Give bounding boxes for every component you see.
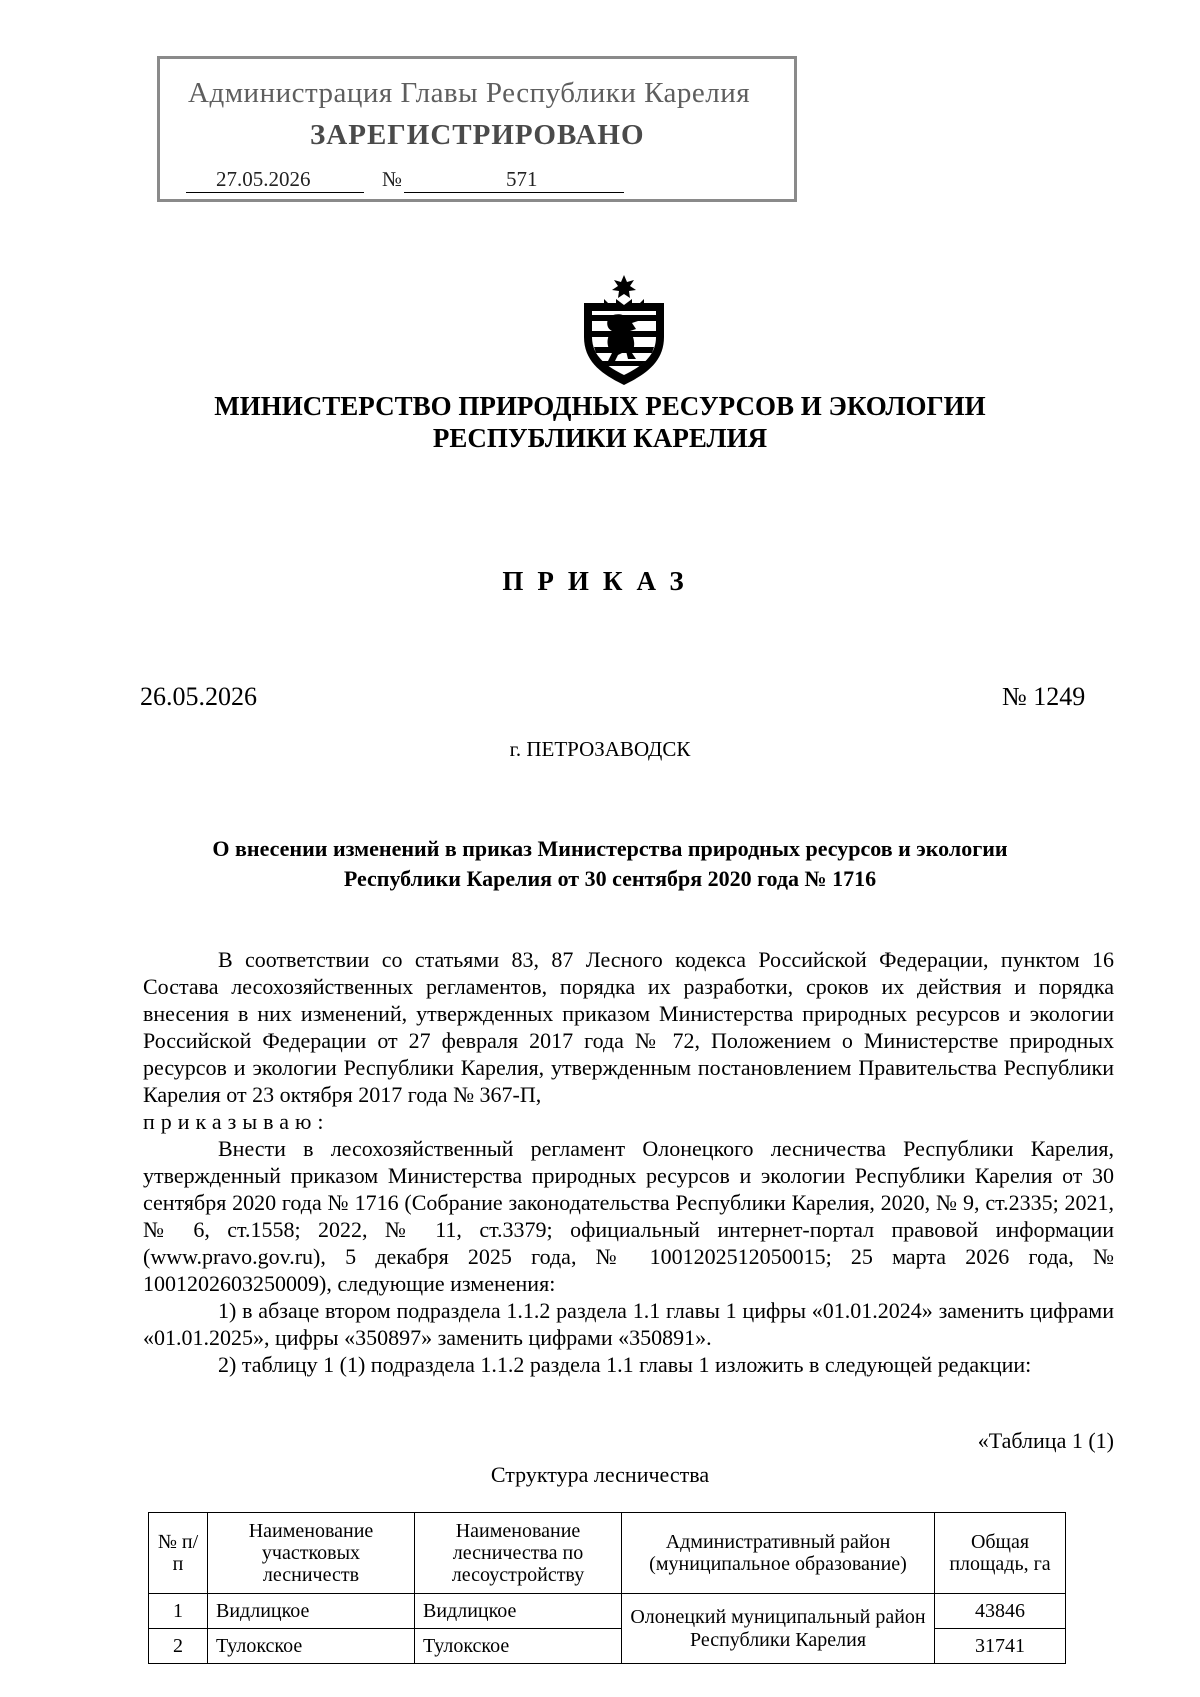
document-type: ПРИКАЗ [502, 566, 698, 596]
cell-les: Видлицкое [415, 1594, 622, 1629]
header-num: № п/п [149, 1513, 208, 1594]
stamp-authority: Администрация Главы Республики Карелия [188, 77, 751, 109]
cell-region: Олонецкий муниципальный район Республики Карелия [622, 1594, 935, 1664]
subject-line2: Республики Карелия от 30 сентября 2020 года № 1716 [343, 866, 877, 891]
stamp-date: 27.05.2026 [216, 167, 311, 191]
paragraph-item-1: 1) в абзаце втором подраздела 1.1.2 раздела 1.1 главы 1 цифры «01.01.2024» заменить цифрами «01.01.2025», цифры «350897» заменить цифрами «350891». [143, 1298, 1114, 1350]
table-title: Структура лесничества [490, 1462, 710, 1487]
order-date: 26.05.2026 [140, 682, 257, 711]
stamp-number-label: № [382, 167, 403, 191]
paragraph-changes-intro: Внести в лесохозяйственный регламент Олонецкого лесничества Республики Карелия, утвержденный приказом Министерства природных ресурсов и экологии Республики Карелия от 30 сентября 2020 года № 1716 (Собрание законодательства Республики Карелия, 2020, № 9, ст.2335; 2021, № 6, ст.1558; 2022, № 11, ст.3379; официальный интернет-портал правовой информации (www.pravo.gov.ru), 5 декабря 2025 года, № 1001202512050015; 25 марта 2026 года, № 1001202603250009), следующие изменения: [143, 1136, 1114, 1296]
table-row [149, 1594, 1066, 1629]
paragraph-item-2: 2) таблицу 1 (1) подраздела 1.1.2 раздела 1.1 главы 1 изложить в следующей редакции: [218, 1352, 1032, 1377]
cell-les: Тулокское [415, 1629, 622, 1664]
table-header-row [149, 1513, 1066, 1594]
header-les: Наименование лесничества по лесоустройству [415, 1513, 622, 1594]
header-area: Общая площадь, га [935, 1513, 1066, 1594]
cell-num: 1 [149, 1594, 208, 1629]
table-caption: «Таблица 1 (1) [977, 1428, 1114, 1453]
cell-uch: Видлицкое [208, 1594, 415, 1629]
header-region: Административный район (муниципальное образование) [622, 1513, 935, 1594]
cell-uch: Тулокское [208, 1629, 415, 1664]
stamp-registered: ЗАРЕГИСТРИРОВАНО [310, 119, 645, 151]
order-number: № 1249 [1002, 682, 1086, 711]
ministry-title-line1: МИНИСТЕРСТВО ПРИРОДНЫХ РЕСУРСОВ И ЭКОЛОГИИ [214, 391, 986, 421]
order-body [143, 946, 1114, 1378]
cell-num: 2 [149, 1629, 208, 1664]
subject-line1: О внесении изменений в приказ Министерства природных ресурсов и экологии [212, 836, 1008, 861]
coat-of-arms-icon [578, 275, 670, 387]
stamp-number: 571 [506, 167, 538, 191]
header-uch: Наименование участковых лесничеств [208, 1513, 415, 1594]
paragraph-legal-basis: В соответствии со статьями 83, 87 Лесного кодекса Российской Федерации, пунктом 16 Состава лесохозяйственных регламентов, порядка их разработки, сроков их действия и порядка внесения в них изменений, утвержденных приказом Министерства природных ресурсов и экологии Российской Федерации от 27 февраля 2017 года № 72, Положением о Министерстве природных ресурсов и экологии Республики Карелия, утвержденным постановлением Правительства Республики Карелия от 23 октября 2017 года № 367-П, [143, 947, 1114, 1107]
forestry-structure-table [148, 1512, 1066, 1664]
ministry-title-line2: РЕСПУБЛИКИ КАРЕЛИЯ [432, 423, 768, 453]
paragraph-prikazyvayu: приказываю: [143, 1109, 330, 1134]
cell-area: 31741 [935, 1629, 1066, 1664]
cell-area: 43846 [935, 1594, 1066, 1629]
stamp-registration-line [186, 167, 606, 197]
order-city: г. ПЕТРОЗАВОДСК [509, 737, 691, 761]
registration-stamp [157, 56, 797, 202]
